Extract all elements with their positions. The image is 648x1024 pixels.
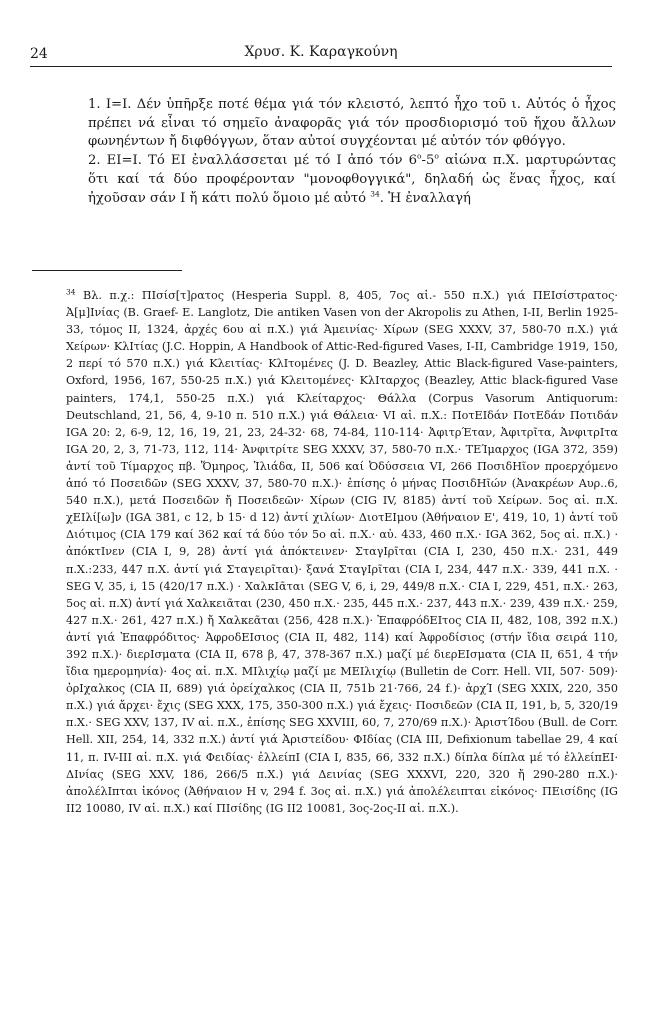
paragraph-1: 1. Ι=Ι. Δέν ὑπῆρξε ποτέ θέμα γιά τόν κλειστό, λεπτό ἦχο τοῦ ι. Αὐτός ὁ ἦχος πρέπει νά εἶναι τό σημεῖο ἀναφορᾶς γιά τόν προσδιορισμό τοῦ ἤχου ἄλλων φωνηέντων ἤ διφθόγγων, ὅταν αὐτοί συγχέονται μέ αὐτόν τόν φθόγγο. <box>88 97 616 150</box>
superscript-ordinal: ο <box>434 151 439 161</box>
superscript-ordinal: ο <box>417 151 422 161</box>
main-text <box>88 96 616 208</box>
footnote-34 <box>66 287 618 817</box>
footnote-reference[interactable]: 34 <box>370 189 380 199</box>
page-header <box>30 44 612 67</box>
paragraph-2-text-c: αἰώνα π.Χ. μαρτυρώντας ὅτι καί τά δύο προφέρονταν "μονοφθογγικά", δηλαδή ὡς ἕνας ἦχος, καί ἠχοῦσαν σάν Ι ἤ κάτι πολύ ὅμοιο μέ αὐτό <box>88 153 616 206</box>
paragraph-2 <box>88 152 616 208</box>
paragraph-2-text-a: 2. ΕΙ=Ι. Τό ΕΙ ἐναλλάσσεται μέ τό Ι ἀπό τόν 6 <box>88 153 418 169</box>
paragraph-2-text-d: . Ἡ ἐναλλαγή <box>379 190 471 206</box>
footnote-marker: 34 <box>66 287 76 297</box>
footnote-separator <box>32 270 182 271</box>
footnote-text: Βλ. π.χ.: ΠΙσίσ[τ]ρατος (Hesperia Suppl. 8, 405, 7ος αἰ.- 550 π.Χ.) γιά ΠΕΙσίστρατος· Ἀ[μ]Ινίας (B. Graef- E. Langlotz, Die antiken Vasen von der Akropolis zu Athen, I-II, Berlin 1925-33, τόμος II, 1324, ἀρχές 6ου αἰ π.Χ.) γιά Ἀμεινίας· Χίρων (SEG XXXV, 37, 580-70 π.Χ.) γιά Χείρων· ΚλΙτίας (J.C. Hoppin, A Handbook of Attic-Red-figured Vases, I-II, Cambridge 1919, 150, 2 περί τό 570 π.Χ.) γιά Κλειτίας· ΚλΙτομένες (J. D. Beazley, Attic Black-figured Vase-painters, Oxford, 1956, 167, 550-25 π.Χ.) γιά Κλειτομένες· ΚλΙταρχος (Beazley, Attic black-figured Vase painters, 174,1, 550-25 π.Χ.) γιά Κλείταρχος· Θάλλα (Corpus Vasorum Antiquorum: Deutschland, 21, 56, 4, 9-10 π. 510 π.Χ.) γιά Θάλεια· VI αἰ. π.Χ.: ΠοτΕΙδάν ΠοτΕδάν Ποτιδάν IGA 20: 2, 6-9, 12, 16, 19, 21, 23, 24-32· 68, 74-84, 110-114· ἈφιτρΈταν, Ἀφιτρῖτα, ἈνφιτρΙτα IGA 20, 2, 3, 71-73, 112, 114· Ἀνφιτρίτε SEG XXXV, 37, 580-70 π.Χ.· ΤΕΊμαρχος (IGA 372, 359) ἀντί τοῦ Τίμαρχος πβ. Ὅμηρος, Ἰλιάδα, II, 506 καί Ὀδύσσεια VI, 266 ΠοσιδΗῖον προερχόμενο ἀπό τό Ποσειδῶν (SEG XXXV, 37, 580-70 π.Χ.)· ἐπίσης ὁ μήνας ΠοσιδΗῖών (Ἀνακρέων Αυρ..6, 540 π.Χ.), μετά Ποσειδῶν ἤ Ποσειδεῶν· Χίρων (CIG IV, 8185) ἀντί τοῦ Χείρων. 5ος αἰ. π.Χ. χΕΙλί[ω]ν (IGA 381, c 12, b 15· d 12) ἀντί χιλίων· ΔιοτΕΙμου (Ἀθήναιον Ε', 419, 10, 1) ἀντί τοῦ Διότιμος (CIA 179 καί 362 καί τά δύο τόν 5ο αἰ. π.Χ.· αὐ. 433, 460 π.Χ.· IGA 362, 5ος αἰ. π.Χ.) · ἀπόκτΙνεν (CIA I, 9, 28) ἀντί γιά ἀπόκτεινεν· ΣταγΙρῖται (CIA I, 230, 450 π.Χ.· 231, 449 π.Χ.:233, 447 π.Χ. ἀντί γιά Σταγειρῖται)· ξανά ΣταγΙρῖται (CIA I, 234, 447 π.Χ.· 339, 441 π.Χ. · SEG V, 35, i, 15 (420/17 π.Χ.) · ΧαλκΙᾶται (SEG V, 6, i, 29, 449/8 π.Χ.· CIA I, 229, 451, π.Χ.· 263, 5ος αἰ. π.Χ) ἀντί γιά Χαλκειᾶται (230, 450 π.Χ.· 235, 445 π.Χ.· 237, 443 π.Χ.· 239, 439 π.Χ.· 259, 427 π.Χ.· 261, 427 π.Χ.) ἤ Χαλκεᾶται (256, 428 π.Χ.)· ἘπαφρόδΕΙτος CIA II, 482, 108, 392 π.Χ.) ἀντί γιά Ἐπαφρόδιτος· ἈφροδΕΙσιος (CIA II, 482, 114) καί Ἀφροδίσιος (στήν ἴδια σειρά 110, 392 π.Χ.)· διερΙσματα (CIA II, 678 β, 47, 378-367 π.Χ.) μαζί μέ διερΕΙσματα (CIA II, 651, 4 τήν ἴδια ημερομηνία)· 4ος αἰ. π.Χ. ΜΙλιχίῳ μαζί με ΜΕΙλιχίῳ (Bulletin de Corr. Hell. VII, 507· 509)· ὀρΙχαλκος (CIA II, 689) γιά ὀρείχαλκος (CIA II, 751b 21·766, 24 f.)· ἀρχΊ (SEG XXIX, 220, 350 π.Χ.) γιά ἄρχει· ἔχις (SEG XXX, 175, 350-300 π.Χ.) γιά ἔχεις· Ποσιδεῶν (CIA II, 191, b, 5, 320/19 π.Χ.· SEG XXV, 137, IV αἰ. π.Χ., ἐπίσης SEG XXVIII, 60, 7, 270/69 π.Χ.)· ἈριστΊδου (Bull. de Corr. Hell. XII, 254, 14, 332 π.Χ.) ἀντί γιά Ἀριστείδου· ΦΙδίας (CIA III, Defixionum tabellae 29, 4 καί 11, π. IV-III αἰ. π.Χ. γιά Φειδίας· ἐλλείπΙ (CIA I, 835, 66, 332 π.Χ.) δίπλα δίπλα μέ τό ἐλλείπΕΙ· ΔΙνίας (SEG XXV, 186, 266/5 π.Χ.) γιά Δεινίας (SEG XXXVI, 220, 320 ἤ 290-280 π.Χ.)· ἀπολέλΙπται ἰκόνος (Ἀθήναιον Η v, 294 f. 3ος αἰ. π.Χ.) γιά ἀπολέλειπται εἰκόνος· ΠΕισίδης (IG II2 10080, IV αἰ. π.Χ.) καί ΠΙσίδης (IG II2 10081, 3ος-2ος-II αἰ. π.Χ.). <box>66 289 618 815</box>
running-title: Χρυσ. Κ. Καραγκούνη <box>244 44 398 60</box>
page-number: 24 <box>30 46 48 62</box>
paragraph-2-text-b: -5 <box>421 153 435 169</box>
